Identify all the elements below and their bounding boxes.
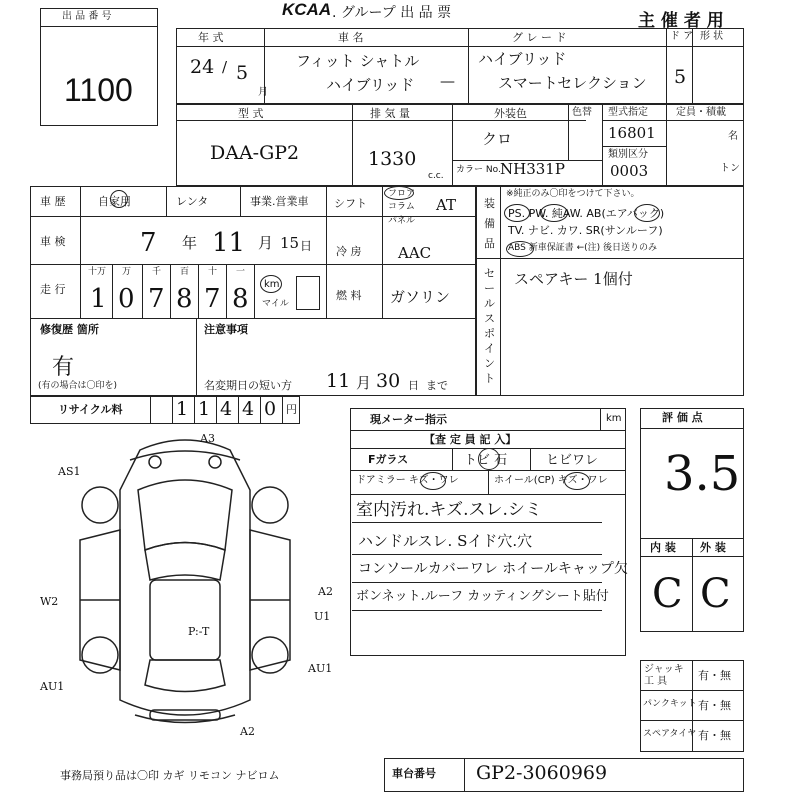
recycle-unit: 円 (286, 403, 297, 416)
inspection-month-unit: 月 (258, 234, 274, 252)
mark-a3: A3 (200, 432, 215, 445)
mark-a2-right: A2 (318, 585, 333, 598)
color-no-value: NH331P (500, 160, 565, 178)
recycle-digit-1: 1 (176, 398, 189, 420)
car-damage-diagram (40, 430, 333, 750)
rating-label: 評 価 点 (662, 411, 703, 424)
mileage-digit-3: 7 (148, 284, 165, 314)
grade-line1: ハイブリッド (478, 50, 567, 68)
organizer-label: 主 催 者 用 (638, 11, 724, 31)
km-circle (260, 275, 282, 293)
ac-label: 冷 房 (336, 245, 362, 258)
deadline-label: 名変期日の短い方 (204, 379, 292, 392)
shift-column: コラム (388, 202, 415, 212)
jack-label: ジャッキ 工 具 (644, 664, 684, 687)
inspection-day-unit: 日 (300, 239, 313, 253)
ab-circle (634, 204, 660, 222)
history-business: 事業.営業車 (250, 195, 309, 208)
sales-point-text: スペアキー 1個付 (514, 270, 633, 288)
shape-label: 形 状 (700, 31, 724, 42)
recycle-label: リサイクル料 (58, 403, 123, 416)
inspection-year-unit: 年 (182, 234, 198, 252)
mileage-digit-4: 8 (176, 284, 193, 314)
puncture-label: パンクキット (643, 699, 697, 709)
history-rental: レンタ (176, 195, 209, 208)
form-title: . グループ 出 品 票 (332, 5, 452, 21)
lot-number: 1100 (64, 72, 133, 108)
grade-label: グ レ ー ド (512, 31, 567, 44)
interior-label: 内 装 (650, 541, 676, 554)
month-value: 5 (236, 62, 249, 84)
pw-circle (540, 204, 568, 222)
puncture-yes-no: 有・無 (698, 699, 731, 712)
fuel-value: ガソリン (390, 288, 451, 306)
shift-label: シフト (334, 197, 367, 210)
unit-1k: 千 (152, 267, 162, 277)
mileage-digit-6: 8 (232, 284, 249, 314)
mark-as1: AS1 (58, 465, 81, 478)
recycle-digit-5: 0 (264, 398, 277, 420)
shift-panel: パネル (388, 216, 416, 226)
repair-value: 有 (52, 355, 75, 380)
cc-unit: c.c. (428, 171, 444, 181)
damage-line4: ボンネット.ルーフ カッティングシート貼付 (356, 589, 609, 604)
mark-au1-right: AU1 (308, 662, 333, 675)
mark-w2: W2 (40, 595, 59, 608)
history-circle (110, 190, 128, 208)
lot-number-label: 出 品 番 号 (62, 11, 112, 22)
glass-label: Fガラス (368, 453, 409, 466)
unit-100: 百 (180, 267, 190, 277)
equipment-note: ※純正のみ〇印をつけて下さい。 (506, 189, 640, 199)
mileage-digit-2: 0 (118, 284, 135, 314)
ps-circle (504, 204, 530, 222)
unit-1: 一 (236, 267, 246, 277)
mileage-label: 走 行 (40, 283, 66, 296)
doors-label: ド ア (670, 31, 694, 42)
unit-100k: 十万 (88, 267, 107, 277)
chip-circle (478, 448, 500, 470)
color-change-label: 色替 (572, 107, 592, 118)
type-spec-label: 型式指定 (608, 107, 648, 118)
displacement-label: 排 気 量 (370, 107, 410, 120)
recycle-digit-2: 1 (198, 398, 211, 420)
year-label: 年 式 (198, 31, 224, 44)
car-name-line1: フィット シャトル (296, 52, 420, 70)
chassis-label: 車台番号 (392, 767, 436, 780)
equipment-line1: PS. PW. 純AW. AB(エアバック) (508, 207, 665, 220)
shift-floor-circle (384, 186, 414, 200)
sales-point-label: セールスポイント (484, 267, 495, 385)
shift-value: AT (436, 196, 457, 214)
color-no-label: カラー No. (456, 165, 501, 175)
damage-line1: 室内汚れ.キズ.スレ.シミ (356, 500, 542, 520)
rating-score: 3.5 (664, 446, 741, 502)
mark-a2-rear: A2 (240, 725, 255, 738)
type-spec-value: 16801 (608, 124, 656, 142)
month-unit: 月 (258, 87, 268, 98)
chip-label: トビ 石 (464, 453, 508, 468)
equipment-line3: ABS 新車保証書 ←(注) 後日送りのみ (508, 243, 658, 253)
unit-10: 十 (208, 267, 218, 277)
mileage-digit-5: 7 (204, 284, 221, 314)
category-value: 0003 (610, 162, 649, 180)
mirror-circle (420, 472, 446, 490)
crack-label: ヒビワレ (546, 453, 599, 468)
km-unit: km (264, 279, 280, 290)
spare-label: スペアタイヤ (643, 729, 697, 739)
exterior-label: 外 装 (700, 541, 726, 554)
deadline-made: まで (426, 379, 448, 392)
jack-yes-no: 有・無 (698, 669, 731, 682)
name-label: 車 名 (338, 31, 364, 44)
damage-line2: ハンドルスレ. Sイド穴.穴 (358, 532, 533, 550)
door-mirror-label: ドアミラー キズ・ワレ (356, 475, 459, 486)
kcaa-logo: KCAA (282, 0, 332, 19)
ac-value: AAC (398, 244, 432, 262)
mark-u1: U1 (314, 610, 331, 623)
deadline-month-unit: 月 (356, 374, 372, 392)
office-items: 事務局預り品は〇印 カギ リモコン ナビロム (60, 769, 280, 782)
capacity-label: 定員・積載 (676, 107, 726, 118)
mile-unit: マイル (262, 299, 289, 309)
inspection-year: 7 (140, 228, 157, 258)
wheel-label: ホイール(CP) キズ・ワレ (494, 475, 608, 486)
mark-pt: P:-T (188, 625, 210, 638)
shift-floor: フロア (388, 189, 416, 199)
meter-unit: km (606, 413, 622, 424)
year-value: 24 (190, 56, 215, 78)
recycle-digit-3: 4 (220, 398, 233, 420)
deadline-month: 11 (326, 370, 351, 392)
model-label: 型 式 (238, 107, 264, 120)
deadline-day: 30 (376, 370, 401, 392)
inspection-day: 15 (280, 234, 300, 252)
history-private: 自家用 (98, 195, 131, 208)
mileage-digit-1: 1 (90, 284, 107, 314)
notes-label: 注意事項 (204, 323, 248, 336)
spare-yes-no: 有・無 (698, 729, 731, 742)
abs-circle (506, 241, 534, 257)
repair-label: 修復歴 箇所 (40, 323, 99, 336)
fuel-label: 燃 料 (336, 289, 362, 302)
exterior-grade: C (700, 571, 731, 617)
interior-grade: C (652, 571, 683, 617)
deadline-day-unit: 日 (408, 379, 419, 392)
meter-label: 現メーター指示 (370, 413, 447, 426)
inspection-label: 車 検 (40, 235, 66, 248)
history-label: 車 歴 (40, 195, 66, 208)
inspection-month: 11 (212, 228, 246, 258)
repair-note: (有の場合は〇印を) (38, 381, 118, 391)
chassis-number: GP2-3060969 (476, 762, 608, 784)
car-name-line2: ハイブリッド (326, 76, 415, 94)
exterior-color-value: クロ (482, 130, 513, 148)
recycle-digit-4: 4 (242, 398, 255, 420)
displacement-value: 1330 (368, 148, 417, 170)
inspector-header: 【査 定 員 記 入】 (424, 433, 517, 446)
unit-10k: 万 (122, 267, 132, 277)
grade-line2: スマートセレクション (498, 74, 647, 92)
exterior-color-label: 外装色 (494, 107, 527, 120)
category-label: 類別区分 (608, 149, 648, 160)
equipment-label: 装 備 品 (484, 197, 495, 250)
capacity-unit-ton: トン (720, 163, 740, 174)
doors-value: 5 (674, 66, 687, 88)
equipment-line2: TV. ナビ. カワ. SR(サンルーフ) (508, 224, 663, 237)
damage-line3: コンソールカバーワレ ホイールキャップ欠 (358, 561, 628, 577)
model-value: DAA-GP2 (210, 142, 300, 164)
wheel-circle (564, 472, 590, 490)
capacity-unit-person: 名 (728, 131, 738, 142)
mark-au1-left: AU1 (40, 680, 65, 693)
